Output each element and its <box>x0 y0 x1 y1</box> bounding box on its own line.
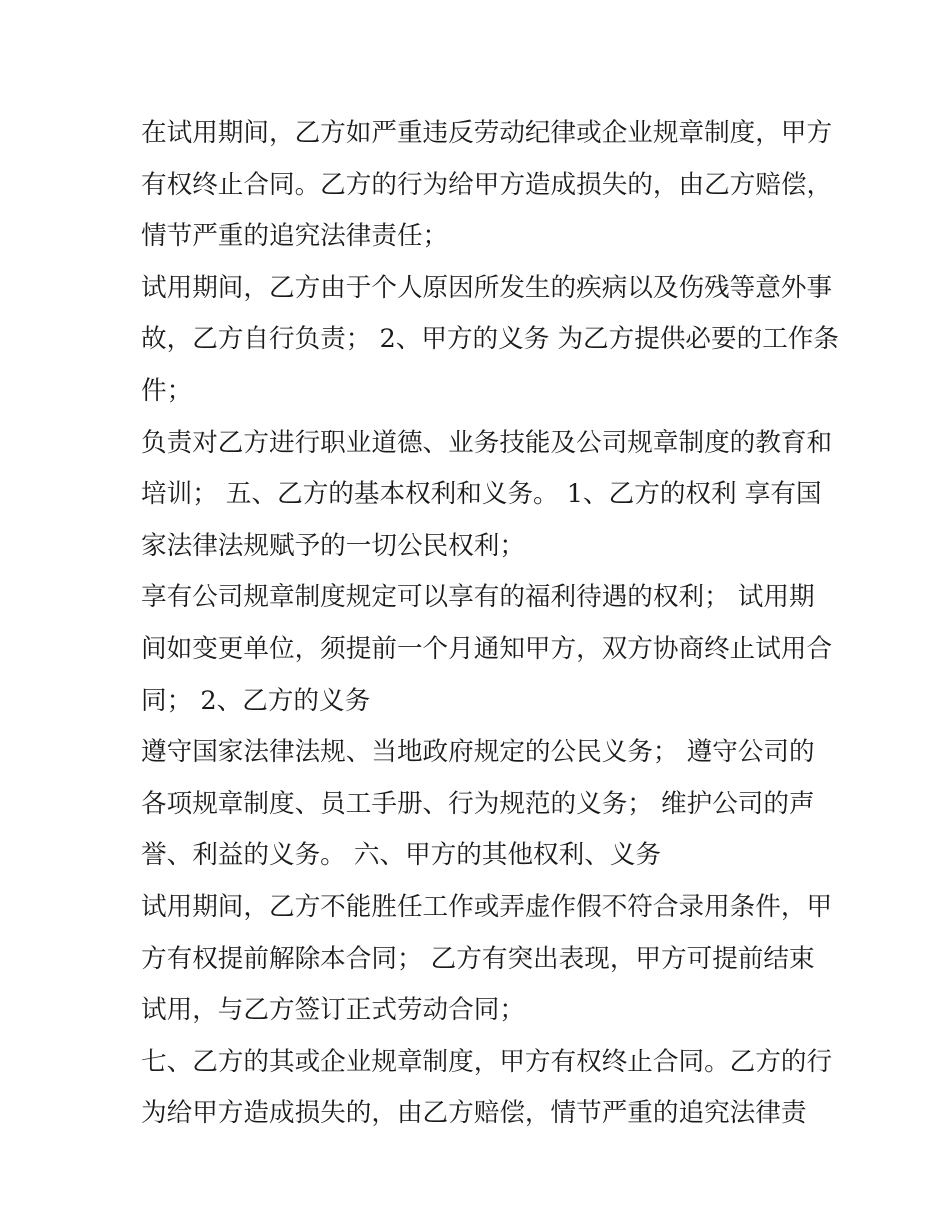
text-line: 各项规章制度、员工手册、行为规范的义务； 维护公司的声 <box>141 788 815 819</box>
paragraph-early-termination <box>141 882 833 1037</box>
text-line: 遵守国家法律法规、当地政府规定的公民义务； 遵守公司的 <box>141 737 815 768</box>
text-line: 在试用期间，乙方如严重违反劳动纪律或企业规章制度，甲方 <box>141 118 833 148</box>
text-line: 试用，与乙方签订正式劳动合同； <box>141 995 525 1026</box>
paragraph-probation-termination <box>141 108 833 263</box>
paragraph-welfare-rights <box>141 572 833 727</box>
text-line: 七、乙方的其或企业规章制度，甲方有权终止合同。乙方的行 <box>141 1046 833 1077</box>
text-line: 故，乙方自行负责； 2、甲方的义务 为乙方提供必要的工作条 <box>141 324 839 355</box>
text-line: 件； <box>141 375 193 406</box>
paragraph-illness-responsibility <box>141 263 839 418</box>
text-line: 有权终止合同。乙方的行为给甲方造成损失的，由乙方赔偿， <box>141 169 833 200</box>
text-line: 试用期间，乙方不能胜任工作或弄虚作假不符合录用条件，甲 <box>141 891 833 922</box>
text-line: 负责对乙方进行职业道德、业务技能及公司规章制度的教育和 <box>141 427 833 458</box>
text-line: 享有公司规章制度规定可以享有的福利待遇的权利； 试用期 <box>141 582 815 613</box>
text-line: 情节严重的追究法律责任； <box>141 221 449 252</box>
text-line: 间如变更单位，须提前一个月通知甲方，双方协商终止试用合 <box>141 633 833 664</box>
text-line: 培训； 五、乙方的基本权利和义务。 1、乙方的权利 享有国 <box>141 479 822 510</box>
text-line: 同； 2、乙方的义务 <box>141 685 371 716</box>
text-line: 为给甲方造成损失的，由乙方赔偿，情节严重的追究法律责 <box>141 1098 807 1129</box>
text-line: 誉、利益的义务。 六、甲方的其他权利、义务 <box>141 840 662 871</box>
paragraph-obligations <box>141 727 821 882</box>
text-line: 试用期间，乙方由于个人原因所发生的疾病以及伤残等意外事 <box>141 272 833 303</box>
paragraph-training-rights <box>141 418 833 573</box>
document-body <box>141 108 839 1140</box>
paragraph-section-seven <box>141 1037 833 1140</box>
text-line: 方有权提前解除本合同； 乙方有突出表现，甲方可提前结束 <box>141 943 815 974</box>
text-line: 家法律法规赋予的一切公民权利； <box>141 530 525 561</box>
